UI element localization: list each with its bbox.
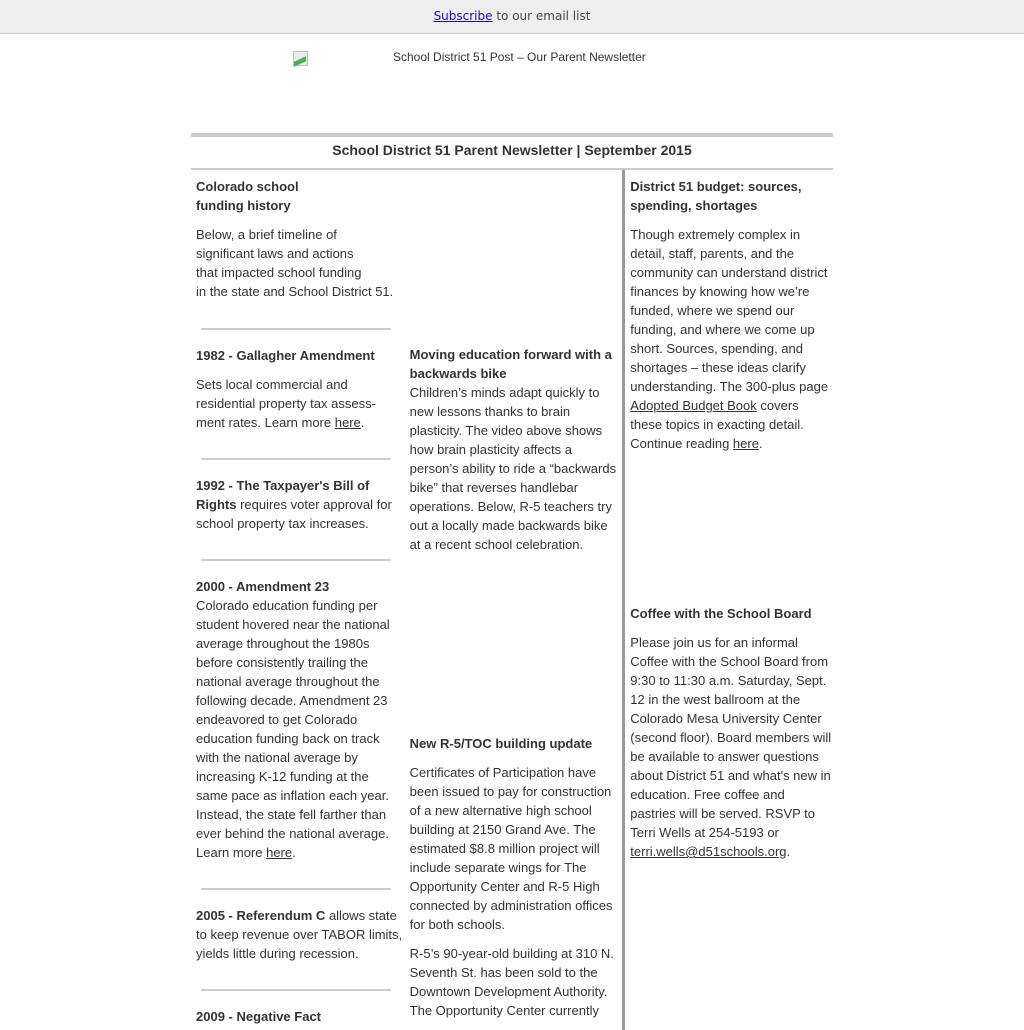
divider <box>201 328 391 330</box>
masthead <box>0 34 1024 134</box>
subscribe-link[interactable]: Subscribe <box>433 9 493 23</box>
email-link[interactable]: terri.wells@d51schools.org <box>630 844 787 859</box>
column-news <box>404 170 623 1030</box>
issue-title: School District 51 Parent Newsletter | September 2015 <box>332 142 692 158</box>
item-1982-body: Sets local commercial and residential property tax assess-ment rates. Learn more here. <box>196 377 376 430</box>
spacer <box>630 453 833 604</box>
funding-history-intro: Below, a brief timeline of significant laws and actions that impacted school funding in the state and School District 51. <box>196 227 394 299</box>
item-2000-body: Colorado education funding per student hovered near the national average throughout the 1980s before consistently trailing the national average throughout the following decade. Amendment 23 endeavored to get Colorado education funding back on track with the national average by increasing K-12 funding at the same pace as inflation each year. Instead, the state fell farther than ever behind the national average. Learn more here. <box>196 598 390 860</box>
gallagher-here-link[interactable]: here <box>334 415 361 430</box>
video-placeholder <box>410 170 618 345</box>
building-title: New R-5/TOC building update <box>409 736 593 751</box>
budget-book-link[interactable]: Adopted Budget Book <box>630 398 757 413</box>
subscribe-text: to our email list <box>492 9 591 23</box>
item-1992: 1992 - The Taxpayer's Bill of Rights requires voter approval for school property tax increases. <box>196 478 392 531</box>
divider <box>201 458 391 460</box>
budget-here-link[interactable]: here <box>732 436 759 451</box>
funding-history-heading: Colorado school funding history <box>196 179 299 213</box>
divider <box>201 888 391 890</box>
photo-placeholder <box>410 554 618 734</box>
column-funding-history <box>191 170 404 1030</box>
building-body-2: R-5’s 90-year-old building at 310 N. Seventh St. has been sold to the Downtown Development Authority. The Opportunity Center currently <box>409 946 614 1018</box>
item-2009-title: 2009 - Negative Fact <box>196 1009 322 1024</box>
column-district <box>625 170 833 1030</box>
broken-image-icon <box>292 50 308 66</box>
coffee-body: Please join us for an informal Coffee with the School Board from 9:30 to 11:30 a.m. Saturday, Sept. 12 in the west ballroom at the Colorado Mesa University Center (second floor). Board members will be available to answer questions about District 51 and what's new in education. Free coffee and pastries will be served. RSVP to Terri Wells at 254-5193 or terri.wells@d51schools.org. <box>630 635 832 859</box>
divider <box>201 989 391 991</box>
item-2005: 2005 - Referendum C allows state to keep revenue over TABOR limits, yields little during recession. <box>196 908 403 961</box>
budget-title: District 51 budget: sources, spending, shortages <box>630 179 802 213</box>
subscribe-bar <box>0 0 1024 34</box>
item-2000-title: 2000 - Amendment 23 <box>196 579 330 594</box>
amendment23-here-link[interactable]: here <box>266 845 293 860</box>
bike-title: Moving education forward with a backwards bike <box>409 347 612 381</box>
coffee-title: Coffee with the School Board <box>630 606 812 621</box>
newsletter-body <box>191 133 833 1030</box>
building-body-1: Certificates of Participation have been issued to pay for construction of a new alternative high school building at 2150 Grand Ave. The estimated $8.8 million project will include separate wings for The Opportunity Center and R-5 High connected by administration offices for both schools. <box>409 765 613 932</box>
divider <box>201 559 391 561</box>
bike-body: Children’s minds adapt quickly to new lessons thanks to brain plasticity. The video above shows how brain plasticity affects a person’s ability to ride a “backwards bike” that reverses handlebar operations. Below, R-5 teachers try out a locally made backwards bike at a recent school celebration. <box>409 385 617 552</box>
budget-body: Though extremely complex in detail, staff, parents, and the community can understand district finances by knowing how we’re funded, where we spend our funding, and where we come up short. Sources, spending, and shortages – these ideas clarify understanding. The 300-plus page Adopted Budget Book covers these topics in exacting detail. Continue reading here. <box>630 227 829 451</box>
item-1982-title: 1982 - Gallagher Amendment <box>196 348 375 363</box>
masthead-image <box>292 50 646 66</box>
masthead-alt-text: School District 51 Post – Our Parent Newsletter <box>393 50 646 64</box>
